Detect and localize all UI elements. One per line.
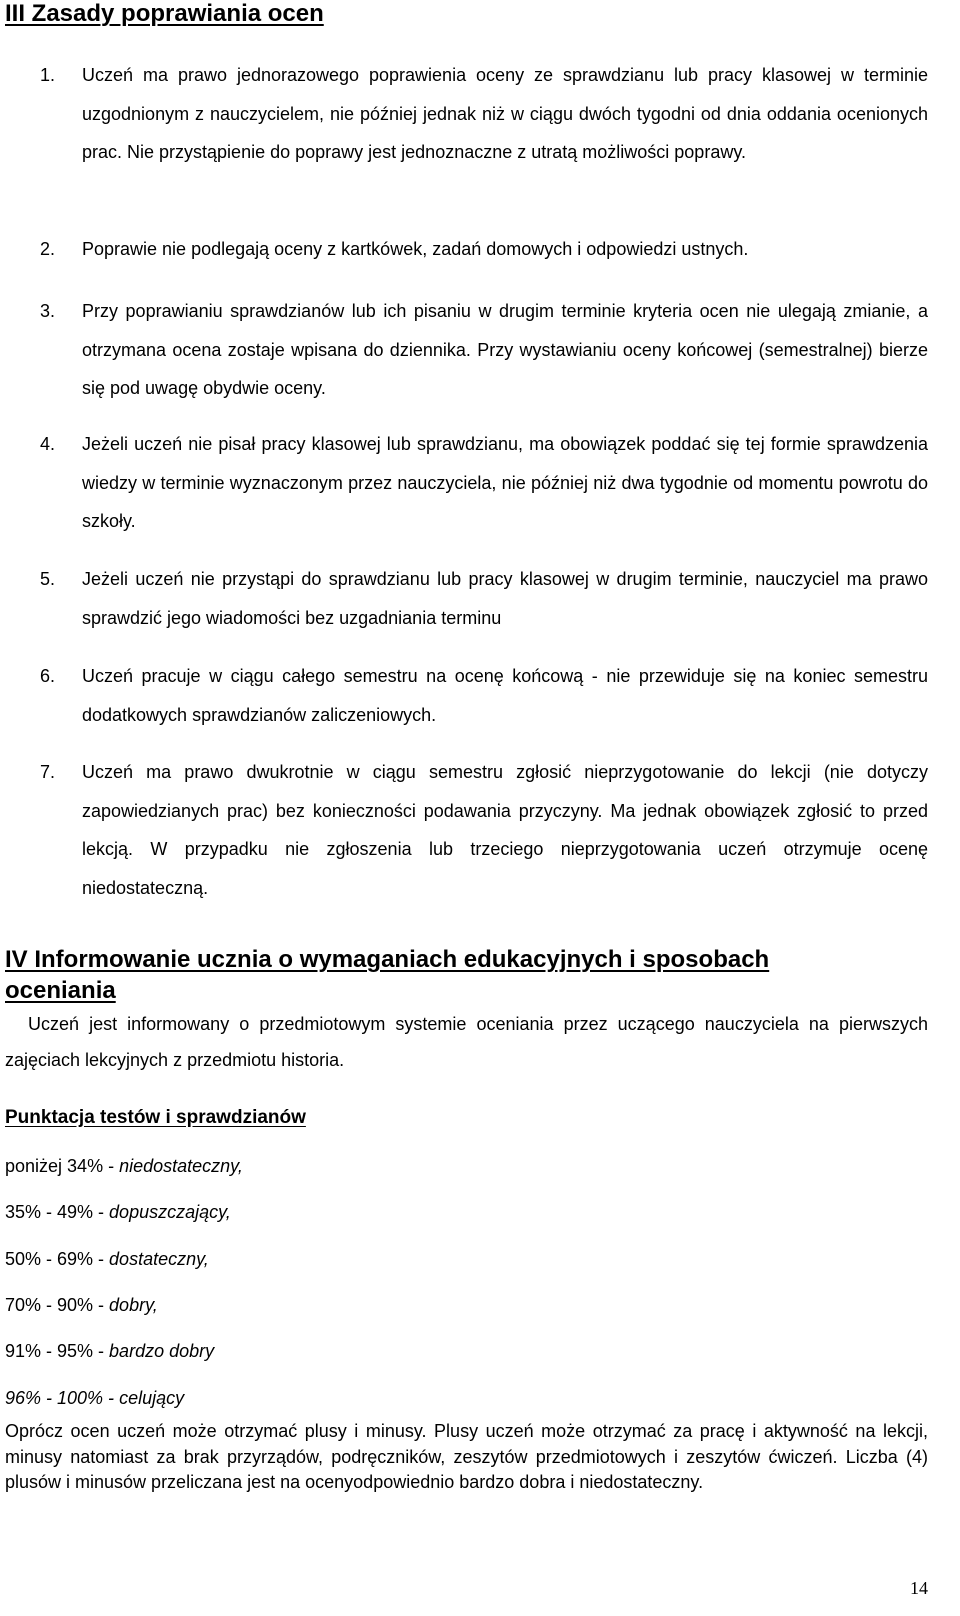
grade-name: bardzo dobry [109, 1341, 215, 1361]
list-number: 3. [40, 301, 56, 321]
grade-range: 96% - 100% - [5, 1388, 120, 1408]
list-number: 5. [40, 569, 56, 589]
list-item-text: Uczeń ma prawo jednorazowego poprawienia oceny ze sprawdzianu lub pracy klasowej w terminie uzgodnionym z nauczycielem, nie później jednak niż w ciągu dwóch tygodni od dnia oddania ocenionych prac. Nie przystąpienie do poprawy jest jednoznaczne z utratą możliwości poprawy. [82, 65, 928, 162]
grade-name: niedostateczny, [119, 1156, 243, 1176]
grade-range: 35% - 49% - [5, 1202, 110, 1222]
list-item-text: Przy poprawianiu sprawdzianów lub ich pisaniu w drugim terminie kryteria ocen nie ulegają zmianie, a otrzymana ocena zostaje wpisana do dziennika. Przy wystawianiu oceny końcowej (semestralnej) bierze się pod uwagę obydwie oceny. [82, 301, 928, 398]
grade-range: 91% - 95% - [5, 1341, 110, 1361]
grade-name: dopuszczający, [109, 1202, 231, 1222]
section-title-text: III Zasady poprawiania ocen [5, 0, 324, 27]
grade-row [5, 1153, 243, 1179]
list-item-text: Jeżeli uczeń nie pisał pracy klasowej lub sprawdzianu, ma obowiązek poddać się tej formie sprawdzenia wiedzy w terminie wyznaczonym przez nauczyciela, nie później niż dwa tygodnie od momentu powrotu do szkoły. [82, 434, 928, 531]
grade-name: dostateczny, [109, 1249, 209, 1269]
grade-range: 50% - 69% - [5, 1249, 110, 1269]
list-item-text: Uczeń pracuje w ciągu całego semestru na ocenę końcową - nie przewiduje się na koniec semestru dodatkowych sprawdzianów zaliczeniowych. [82, 666, 928, 725]
list-item-text: Poprawie nie podlegają oceny z kartkówek, zadań domowych i odpowiedzi ustnych. [82, 239, 749, 259]
section-title [5, 944, 865, 1006]
section-title [5, 0, 324, 29]
list-number: 7. [40, 762, 56, 782]
list-number: 2. [40, 239, 56, 259]
scoring-heading-text: Punktacja testów i sprawdzianów [5, 1107, 306, 1128]
list-number: 1. [40, 65, 56, 85]
scoring-heading [5, 1104, 306, 1132]
list-item-text: Uczeń ma prawo dwukrotnie w ciągu semestru zgłosić nieprzygotowanie do lekcji (nie dotyczy zapowiedzianych prac) bez konieczności podawania przyczyny. Ma jednak obowiązek zgłosić to przed lekcją. W przypadku nie zgłoszenia lub trzeciego nieprzygotowania uczeń otrzymuje ocenę niedostateczną. [82, 762, 928, 898]
grade-range: 70% - 90% - [5, 1295, 110, 1315]
grade-range: poniżej 34% - [5, 1156, 120, 1176]
grade-row [5, 1199, 231, 1225]
closing-paragraph: Oprócz ocen uczeń może otrzymać plusy i minusy. Plusy uczeń może otrzymać za pracę i aktywność na lekcji, minusy natomiast za brak przyrządów, podręczników, zeszytów przedmiotowych i zeszytów ćwiczeń. Liczba (4) plusów i minusów przeliczana jest na ocenyodpowiednio bardzo dobra i niedostateczny. [5, 1421, 928, 1492]
grade-name: dobry, [109, 1295, 158, 1315]
section-title-text: IV Informowanie ucznia o wymaganiach edukacyjnych i sposobach oceniania [5, 946, 770, 1004]
grade-row [5, 1338, 214, 1364]
grade-name: celujący [119, 1388, 185, 1408]
list-number: 6. [40, 666, 56, 686]
grade-row [5, 1385, 184, 1411]
intro-paragraph: Uczeń jest informowany o przedmiotowym systemie oceniania przez uczącego nauczyciela na pierwszych zajęciach lekcyjnych z przedmiotu historia. [5, 1014, 928, 1070]
list-number: 4. [40, 434, 56, 454]
grade-row [5, 1292, 158, 1318]
grade-row [5, 1246, 209, 1272]
list-item-text: Jeżeli uczeń nie przystąpi do sprawdzianu lub pracy klasowej w drugim terminie, nauczyciel ma prawo sprawdzić jego wiadomości bez uzgadniania terminu [82, 569, 928, 628]
page-number: 14 [910, 1578, 928, 1598]
